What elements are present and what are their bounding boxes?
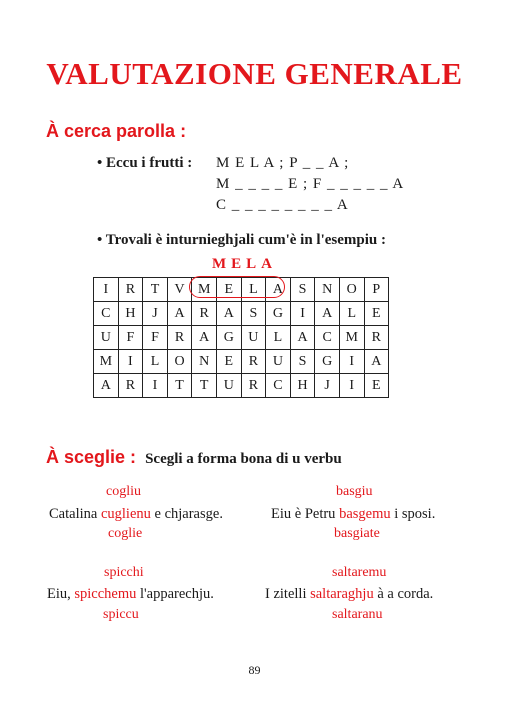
grid-row xyxy=(94,326,389,350)
grid-cell: H xyxy=(118,302,143,326)
grid-cell: A xyxy=(167,302,192,326)
grid-cell: R xyxy=(118,374,143,398)
grid-cell: A xyxy=(364,350,389,374)
grid-cell: O xyxy=(339,278,364,302)
grid-row xyxy=(94,374,389,398)
grid-cell: C xyxy=(315,326,340,350)
word-search-grid xyxy=(93,277,389,398)
grid-cell: U xyxy=(94,326,119,350)
sentence xyxy=(47,586,214,603)
grid-cell: A xyxy=(94,374,119,398)
sentence-before: Catalina xyxy=(49,506,101,522)
sentence xyxy=(265,586,433,603)
sentence-after: e chjarasge. xyxy=(150,506,223,522)
option-top: cogliu xyxy=(106,484,141,499)
grid-cell: M xyxy=(192,278,217,302)
grid-cell: A xyxy=(290,326,315,350)
grid-cell: J xyxy=(315,374,340,398)
fruit-line-2: M _ _ _ _ E ; F _ _ _ _ _ A xyxy=(216,176,405,192)
grid-cell: S xyxy=(241,302,266,326)
grid-cell: M xyxy=(339,326,364,350)
grid-cell: T xyxy=(143,278,168,302)
option-bottom: spiccu xyxy=(103,607,139,622)
grid-cell: I xyxy=(118,350,143,374)
grid-cell: L xyxy=(266,326,291,350)
grid-cell: L xyxy=(339,302,364,326)
grid-cell: L xyxy=(241,278,266,302)
grid-cell: A xyxy=(192,326,217,350)
grid-cell: R xyxy=(241,374,266,398)
grid-cell: E xyxy=(216,350,241,374)
grid-cell: E xyxy=(364,302,389,326)
option-top: basgiu xyxy=(336,484,373,499)
section-heading-cerca-parolla: À cerca parolla : xyxy=(46,121,187,141)
grid-cell: N xyxy=(315,278,340,302)
grid-cell: V xyxy=(167,278,192,302)
sentence-after: i sposi. xyxy=(390,506,436,522)
sentence xyxy=(49,506,223,523)
grid-cell: O xyxy=(167,350,192,374)
option-top: saltaremu xyxy=(332,565,387,580)
grid-cell: H xyxy=(290,374,315,398)
section-heading-sceglie xyxy=(46,447,342,468)
grid-cell: F xyxy=(118,326,143,350)
sentence-before: Eiu è Petru xyxy=(271,506,340,522)
grid-cell: T xyxy=(167,374,192,398)
grid-cell: G xyxy=(216,326,241,350)
sentence-verb: saltaraghju xyxy=(310,586,374,602)
sentence-verb: cuglienu xyxy=(100,506,151,522)
grid-cell: R xyxy=(118,278,143,302)
sentence-verb: spicchemu xyxy=(74,586,137,602)
fruit-line-1: M E L A ; P _ _ A ; xyxy=(216,155,350,171)
grid-cell: I xyxy=(143,374,168,398)
grid-cell: P xyxy=(364,278,389,302)
grid-cell: G xyxy=(266,302,291,326)
grid-cell: G xyxy=(315,350,340,374)
option-bottom: basgiate xyxy=(334,526,380,541)
bullet-find-label: • Trovali è inturnieghjali cum'è in l'esempiu : xyxy=(97,232,387,248)
grid-cell: L xyxy=(143,350,168,374)
example-word: MELA xyxy=(212,256,277,272)
page-title: VALUTAZIONE GENERALE xyxy=(46,56,463,91)
grid-cell: R xyxy=(167,326,192,350)
grid-cell: N xyxy=(192,350,217,374)
grid-cell: R xyxy=(192,302,217,326)
grid-cell: S xyxy=(290,350,315,374)
grid-cell: F xyxy=(143,326,168,350)
grid-cell: A xyxy=(315,302,340,326)
grid-cell: C xyxy=(266,374,291,398)
grid-cell: E xyxy=(364,374,389,398)
grid-cell: E xyxy=(216,278,241,302)
section-subheading: Scegli a forma bona di u verbu xyxy=(145,451,342,467)
bullet-fruits-label: • Eccu i frutti : xyxy=(97,155,193,171)
sentence xyxy=(271,506,435,523)
option-bottom: coglie xyxy=(108,526,143,541)
grid-cell: A xyxy=(216,302,241,326)
grid-cell: U xyxy=(241,326,266,350)
page-number: 89 xyxy=(248,663,261,677)
grid-row xyxy=(94,350,389,374)
grid-cell: R xyxy=(241,350,266,374)
grid-cell: U xyxy=(216,374,241,398)
sentence-before: I zitelli xyxy=(265,586,311,602)
grid-cell: S xyxy=(290,278,315,302)
fruit-line-3: C _ _ _ _ _ _ _ _ A xyxy=(216,197,349,213)
grid-cell: A xyxy=(266,278,291,302)
sentence-verb: basgemu xyxy=(339,506,391,522)
grid-cell: U xyxy=(266,350,291,374)
sentence-after: à a corda. xyxy=(373,586,434,602)
grid-row xyxy=(94,302,389,326)
grid-row xyxy=(94,278,389,302)
grid-cell: C xyxy=(94,302,119,326)
sentence-after: l'apparechju. xyxy=(136,586,214,602)
sentence-before: Eiu, xyxy=(47,586,75,602)
option-top: spicchi xyxy=(104,565,144,580)
grid-cell: M xyxy=(94,350,119,374)
grid-cell: R xyxy=(364,326,389,350)
grid-cell: T xyxy=(192,374,217,398)
grid-cell: I xyxy=(94,278,119,302)
section-heading-sceglie-label: À sceglie : xyxy=(46,447,137,467)
option-bottom: saltaranu xyxy=(332,607,383,622)
grid-cell: I xyxy=(339,374,364,398)
grid-cell: J xyxy=(143,302,168,326)
grid-cell: I xyxy=(339,350,364,374)
grid-cell: I xyxy=(290,302,315,326)
